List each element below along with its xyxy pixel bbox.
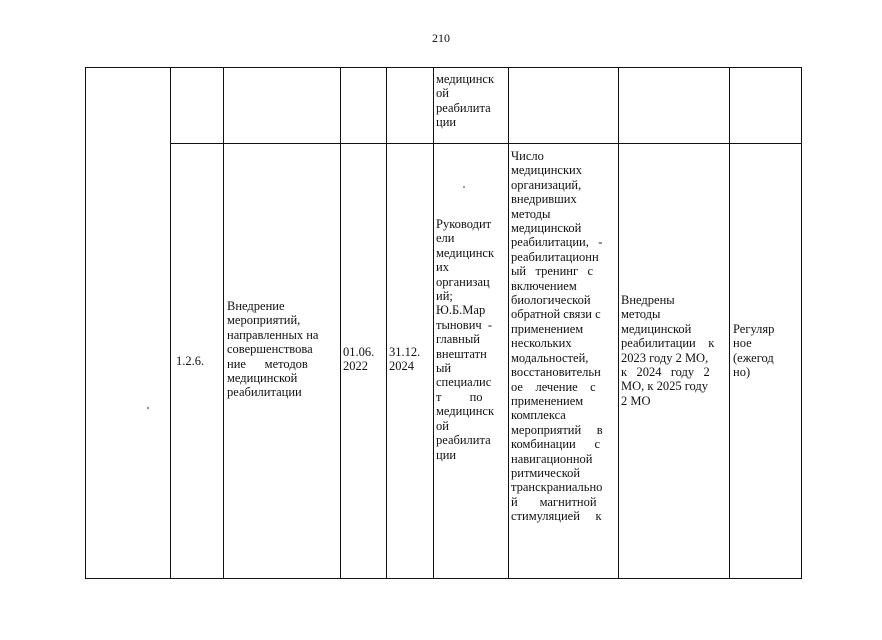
row-number: 1.2.6. (176, 354, 205, 368)
row-top-cell-indicator (508, 67, 619, 144)
table-cell-col1 (85, 67, 171, 579)
row-main-cell-responsible (433, 143, 509, 579)
indicator-text: Число медицинских организаций, внедривших методы медицинской реабилитации, - реабилитационн ый тренинг с включением биологической обратной связи с применением нескольких модальностей, восстановительн ое лечение с применением комплекса мероприятий в комбинации с навигационной ритмической транскраниально й магнитной стимуляцией к (511, 149, 603, 524)
row-top-cell-responsible (433, 67, 509, 144)
row-top-responsible-text: медицинск ой реабилита ции (436, 72, 495, 130)
end-date: 31.12. 2024 (389, 345, 421, 374)
responsible-text: Руководит ели медицинск их организац ий; Ю.Б.Мар тынович - главный внештатн ый специалис т по медицинск ой реабилита ции (436, 217, 495, 462)
row-main-cell-number (170, 143, 224, 579)
page-number: 210 (432, 31, 450, 45)
row-top-cell-periodicity (729, 67, 802, 144)
row-top-cell-end-date (386, 67, 434, 144)
row-top-cell-result (618, 67, 730, 144)
row-main-cell-start-date (340, 143, 387, 579)
row-main-cell-periodicity (729, 143, 802, 579)
row-top-cell-number (170, 67, 224, 144)
row-main-cell-end-date (386, 143, 434, 579)
result-text: Внедрены методы медицинской реабилитации к 2023 году 2 МО, к 2024 году 2 МО, к 2025 году 2 МО (621, 293, 715, 408)
scan-speck (463, 186, 465, 188)
row-top-cell-activity (223, 67, 341, 144)
document-table (85, 67, 802, 579)
start-date: 01.06. 2022 (343, 345, 375, 374)
scan-speck (147, 407, 149, 409)
periodicity-text: Регуляр ное (ежегод но) (733, 322, 775, 380)
activity-text: Внедрение мероприятий, направленных на совершенствова ние методов медицинской реабилитации (227, 299, 319, 400)
row-main-cell-activity (223, 143, 341, 579)
row-main-cell-result (618, 143, 730, 579)
row-top-cell-start-date (340, 67, 387, 144)
row-main-cell-indicator (508, 143, 619, 579)
